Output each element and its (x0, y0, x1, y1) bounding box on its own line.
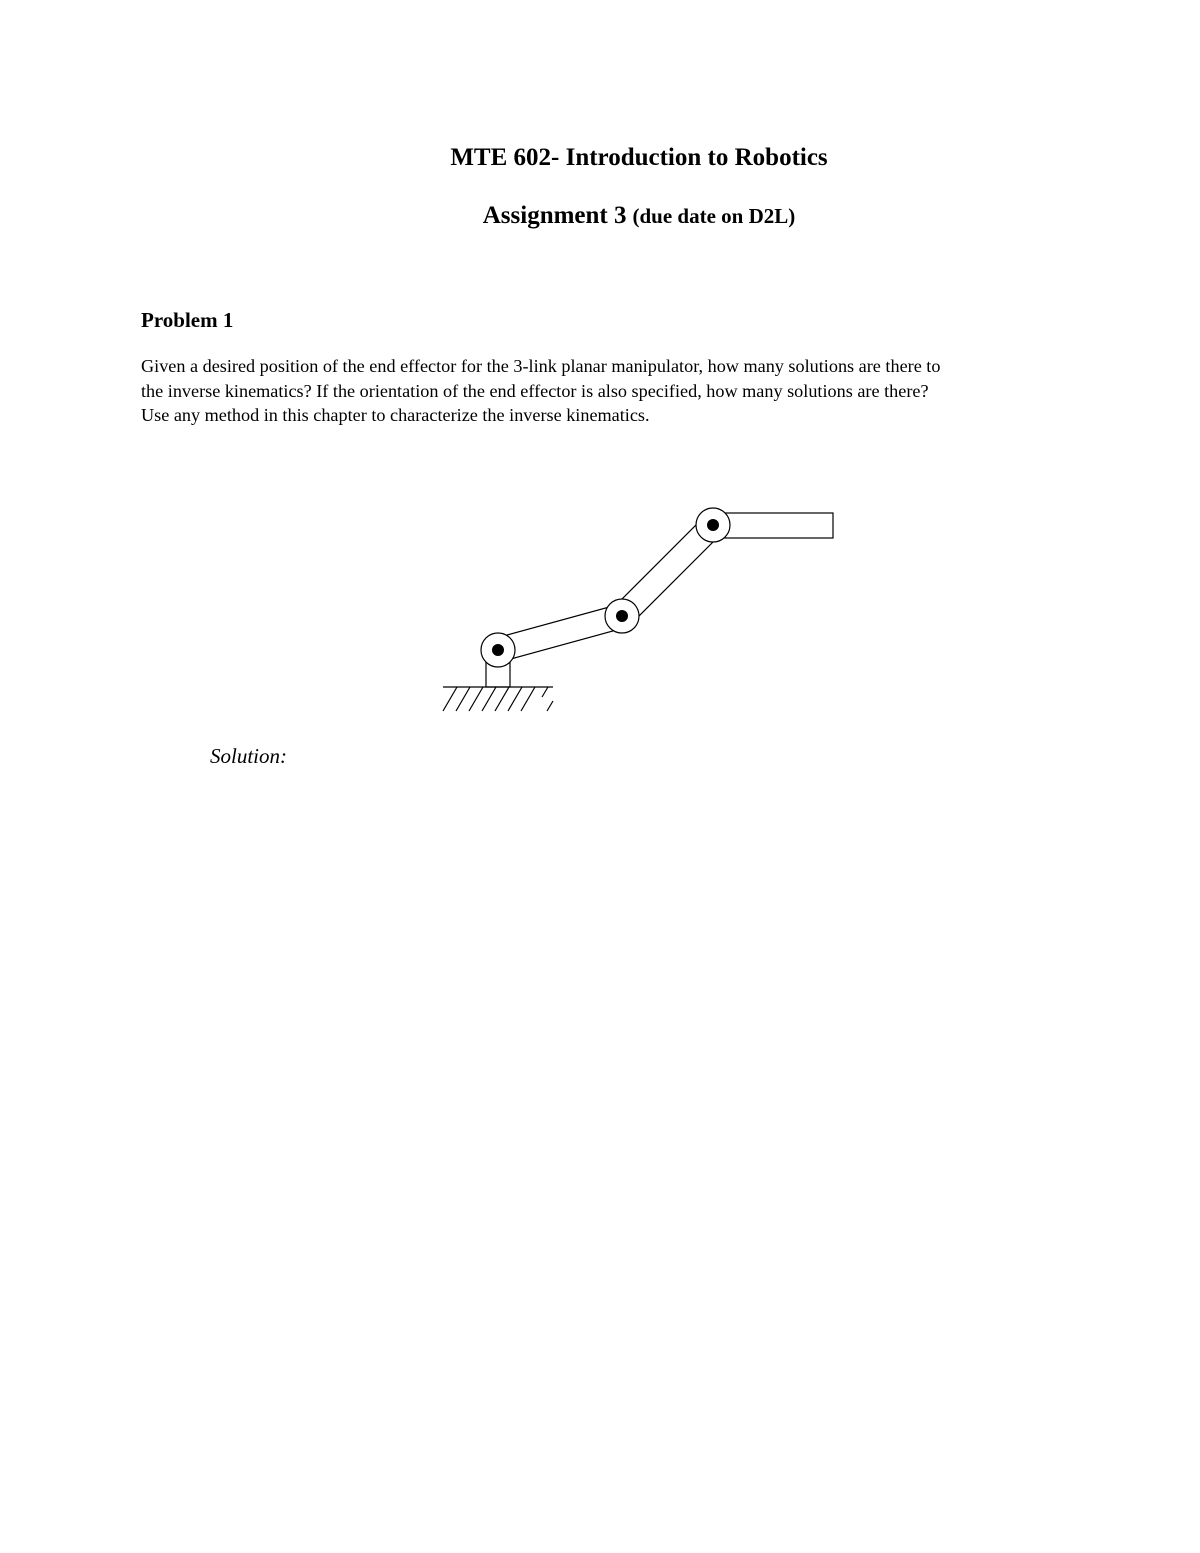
joint-1-pin (492, 644, 504, 656)
due-date-note: (due date on D2L) (632, 204, 796, 228)
joint-3-pin (707, 519, 719, 531)
solution-label: Solution: (210, 744, 287, 768)
ground-hatching (443, 687, 553, 711)
joint-2-pin (616, 610, 628, 622)
problem-statement-line: Use any method in this chapter to characterize the inverse kinematics. (141, 405, 650, 425)
assignment-title: Assignment 3 (482, 202, 627, 229)
problem-heading: Problem 1 (141, 308, 234, 332)
link-3-end-effector (713, 513, 833, 538)
three-link-manipulator-figure (430, 495, 850, 725)
course-title: MTE 602- Introduction to Robotics (450, 144, 828, 171)
problem-statement-line: the inverse kinematics? If the orientation of the end effector is also specified, how many solutions are there? (141, 380, 929, 401)
assignment-title-line (0, 200, 1200, 232)
problem-statement (141, 354, 1121, 428)
problem-statement-line: Given a desired position of the end effector for the 3-link planar manipulator, how many solutions are there to (141, 356, 941, 376)
